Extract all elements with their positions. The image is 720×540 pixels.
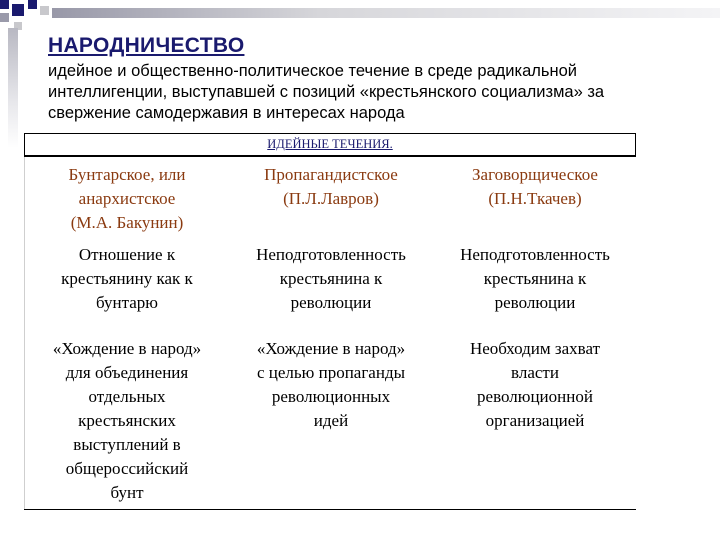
cell-line: организацией — [485, 411, 585, 430]
definition-text — [48, 61, 716, 124]
table-cell — [229, 235, 433, 335]
definition-line: интеллигенции, выступавшей с позиций «крестьянского социализма» за — [48, 83, 605, 101]
cell-line: идей — [313, 411, 349, 430]
table-cell — [433, 335, 637, 509]
currents-table — [24, 157, 637, 509]
cell-line: революции — [290, 293, 372, 312]
cell-line: «Хождение в народ» — [52, 339, 202, 358]
page-title: НАРОДНИЧЕСТВО — [48, 34, 245, 57]
cell-line: крестьянина к — [279, 269, 383, 288]
cell-line: революционной — [477, 387, 593, 406]
cell-line: Неподготовленность — [460, 245, 610, 264]
cell-line: Отношение к — [78, 245, 176, 264]
table-row-attitude — [25, 235, 637, 335]
left-gradient-bar — [8, 28, 18, 148]
deco-square — [0, 0, 9, 9]
cell-line: для объединения — [65, 363, 189, 382]
cell-line: (П.Н.Ткачев) — [488, 189, 582, 208]
cell-line: (М.А. Бакунин) — [70, 213, 184, 232]
table-cell — [433, 235, 637, 335]
cell-line: (П.Л.Лавров) — [283, 189, 379, 208]
top-gradient-bar — [52, 8, 720, 18]
cell-line: Неподготовленность — [256, 245, 406, 264]
cell-line: анархистское — [78, 189, 176, 208]
definition-line: свержение самодержавия в интересах народа — [48, 104, 405, 122]
table-cell — [25, 235, 229, 335]
table-cell — [25, 335, 229, 509]
table-bottom-rule — [24, 509, 636, 510]
cell-line: Необходим захват — [469, 339, 601, 358]
table-cell — [229, 335, 433, 509]
deco-square — [0, 13, 9, 22]
column-header-conspiracy — [433, 157, 637, 235]
cell-line: общероссийский — [65, 459, 189, 478]
table-heading: ИДЕЙНЫЕ ТЕЧЕНИЯ. — [267, 137, 393, 151]
cell-line: крестьянских — [78, 411, 176, 430]
table-header-row — [25, 157, 637, 235]
cell-line: крестьянину как к — [61, 269, 193, 288]
cell-line: отдельных — [88, 387, 166, 406]
cell-line: «Хождение в народ» — [256, 339, 406, 358]
deco-square — [28, 0, 37, 9]
cell-line: выступлений в — [73, 435, 181, 454]
deco-square — [40, 6, 49, 15]
cell-line: революции — [494, 293, 576, 312]
cell-line: Бунтарское, или — [68, 165, 186, 184]
cell-line: Пропагандистское — [264, 165, 398, 184]
cell-line: Заговорщическое — [472, 165, 598, 184]
column-header-propaganda — [229, 157, 433, 235]
table-row-method — [25, 335, 637, 509]
column-header-rebel — [25, 157, 229, 235]
cell-line: бунтарю — [96, 293, 158, 312]
cell-line: революционных — [271, 387, 391, 406]
deco-square — [12, 4, 24, 16]
cell-line: бунт — [110, 483, 144, 502]
cell-line: с целью пропаганды — [256, 363, 406, 382]
cell-line: крестьянина к — [483, 269, 587, 288]
table-heading-bar — [24, 133, 636, 157]
cell-line: власти — [511, 363, 559, 382]
definition-line: идейное и общественно-политическое течение в среде радикальной — [48, 62, 577, 80]
